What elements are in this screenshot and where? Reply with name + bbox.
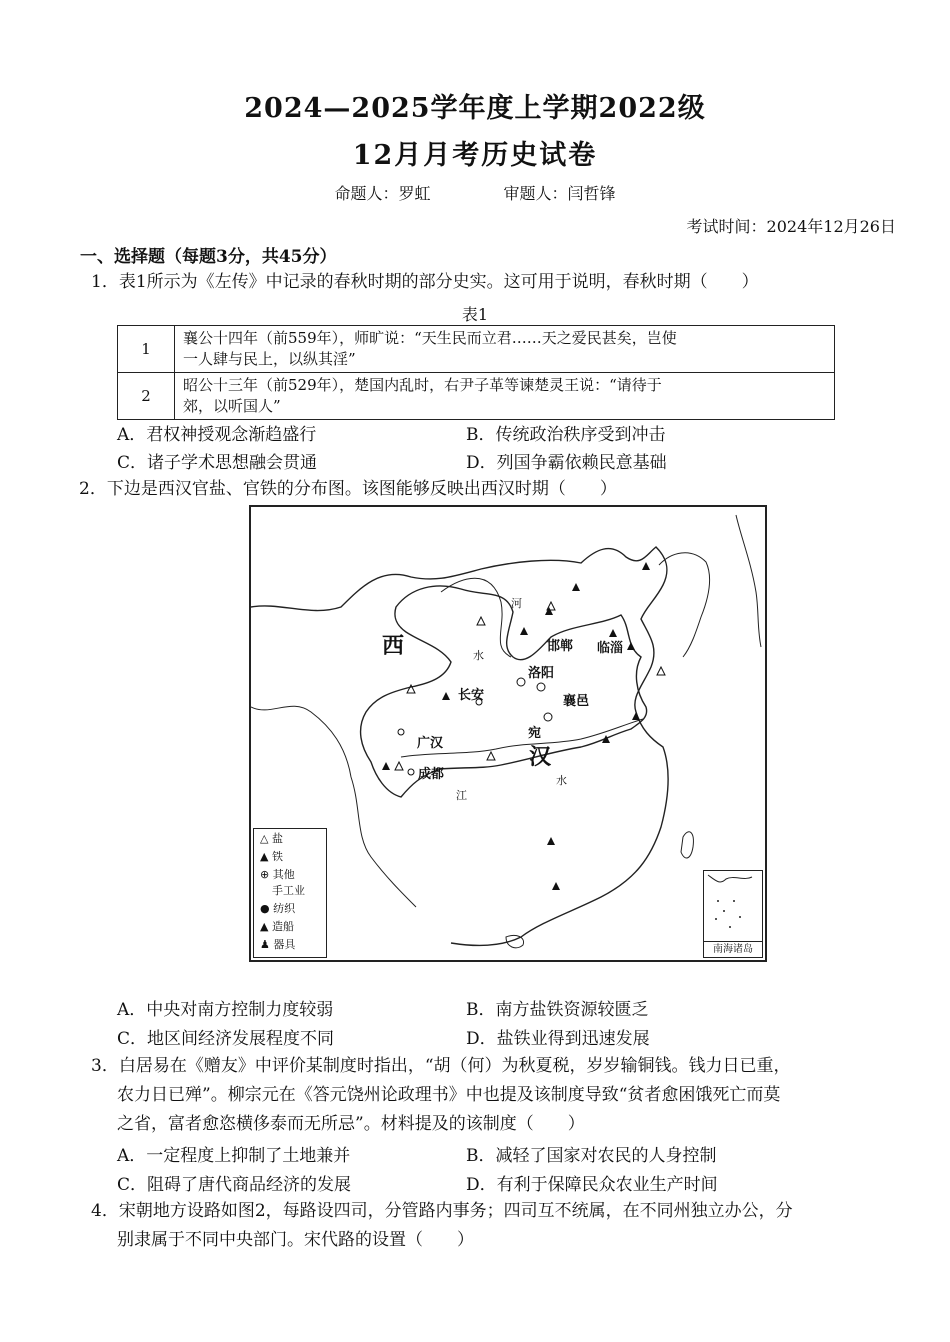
row-text-line: 郊，以听国人” [183,397,281,415]
q3-option-d[interactable]: D．有利于保障民众农业生产时间 [466,1175,718,1195]
exam-time: 考试时间：2024年12月26日 [686,217,896,236]
inset-label: 南海诸岛 [704,941,762,957]
q4-line1: 4．宋朝地方设路如图2，每路设四司，分管路内事务；四司互不统属，在不同州独立办公，分 [91,1201,793,1221]
legend-other: ⊕ 其他 [260,868,295,881]
ship-icon: ▲ [260,920,272,933]
city-xiangyi: 襄邑 [563,694,590,709]
south-sea-inset [703,870,763,958]
river-label-he: 河 [511,597,522,610]
city-changan: 长安 [458,688,485,703]
map-legend [253,828,327,958]
q1-table [117,325,835,420]
row-text-line: 一人肆与民上，以纵其淫” [183,350,356,368]
q1-option-d[interactable]: D．列国争霸依赖民意基础 [466,453,667,473]
row-text-line: 昭公十三年（前529年），楚国内乱时，右尹子革等谏楚灵王说：“请待于 [183,376,662,394]
q2-stem: 2．下边是西汉官盐、官铁的分布图。该图能够反映出西汉时期（ ） [79,479,617,499]
tools-icon: ♟ [260,938,274,951]
table-caption: 表1 [461,305,489,324]
q1-stem: 1．表1所示为《左传》中记录的春秋时期的部分史实。这可用于说明，春秋时期（ ） [91,272,759,292]
q3-line2: 农力日已殚”。柳宗元在《答元饶州论政理书》中也提及该制度导致“贫者愈困饿死亡而莫 [117,1085,781,1105]
exam-title-line1: 2024—2025学年度上学期2022级 [244,93,706,124]
other-handicraft-icon: ⊕ [260,868,273,881]
q4-line2: 别隶属于不同中央部门。宋代路的设置（ ） [117,1230,474,1250]
iron-icon: ▲ [260,850,272,863]
section-heading: 一、选择题（每题3分，共45分） [80,247,337,267]
city-handan: 邯郸 [547,639,574,654]
legend-other-2: 手工业 [272,884,305,897]
legend-textile: ● 纺织 [260,902,296,915]
q1-option-a[interactable]: A．君权神授观念渐趋盛行 [117,425,317,445]
q3-option-b[interactable]: B．减轻了国家对农民的人身控制 [466,1146,717,1166]
city-chengdu: 成都 [418,767,445,782]
q2-option-a[interactable]: A．中央对南方控制力度较弱 [117,1000,334,1020]
row-text [175,326,835,373]
river-label-shui: 水 [473,649,484,662]
authors-line [0,181,950,204]
row-text-line: 襄公十四年（前559年），师旷说：“天生民而立君……天之爱民甚矣，岂使 [183,329,677,347]
table-row [118,373,835,420]
legend-iron: ▲ 铁 [260,850,283,863]
inset-drawing [704,871,760,939]
region-label-han: 汉 [529,745,552,770]
reviewer: 审题人：闫哲锋 [503,184,616,203]
map-drawing [251,507,765,960]
row-text [175,373,835,420]
exam-title-line2: 12月月考历史试卷 [352,140,598,171]
table-row [118,326,835,373]
q1-option-c[interactable]: C．诸子学术思想融会贯通 [117,453,318,473]
legend-tools: ♟ 器具 [260,938,296,951]
author: 命题人：罗虹 [334,184,431,203]
q2-option-c[interactable]: C．地区间经济发展程度不同 [117,1029,335,1049]
region-label-xi: 西 [382,634,405,659]
salt-icon: △ [260,832,272,845]
legend-salt: △ 盐 [260,832,283,845]
q2-option-b[interactable]: B．南方盐铁资源较匮乏 [466,1000,649,1020]
city-linzi: 临淄 [597,641,624,656]
legend-ship: ▲ 造船 [260,920,294,933]
western-han-map [249,505,767,962]
city-guanghan: 广汉 [417,736,444,751]
q3-option-c[interactable]: C．阻碍了唐代商品经济的发展 [117,1175,352,1195]
city-wan: 宛 [528,726,542,741]
q3-line1: 3．白居易在《赠友》中评价某制度时指出，“胡（何）为秋夏税，岁岁输铜钱。钱力日已重， [91,1056,791,1076]
row-number: 1 [118,326,175,373]
city-luoyang: 洛阳 [528,666,555,681]
row-number: 2 [118,373,175,420]
textile-icon: ● [260,902,274,915]
river-label-shui2: 水 [556,774,567,787]
q2-option-d[interactable]: D．盐铁业得到迅速发展 [466,1029,650,1049]
q3-option-a[interactable]: A．一定程度上抑制了土地兼并 [117,1146,351,1166]
river-label-jiang: 江 [456,789,467,802]
q1-option-b[interactable]: B．传统政治秩序受到冲击 [466,425,666,445]
q3-line3: 之省，富者愈恣横侈泰而无所忌”。材料提及的该制度（ ） [117,1114,585,1134]
